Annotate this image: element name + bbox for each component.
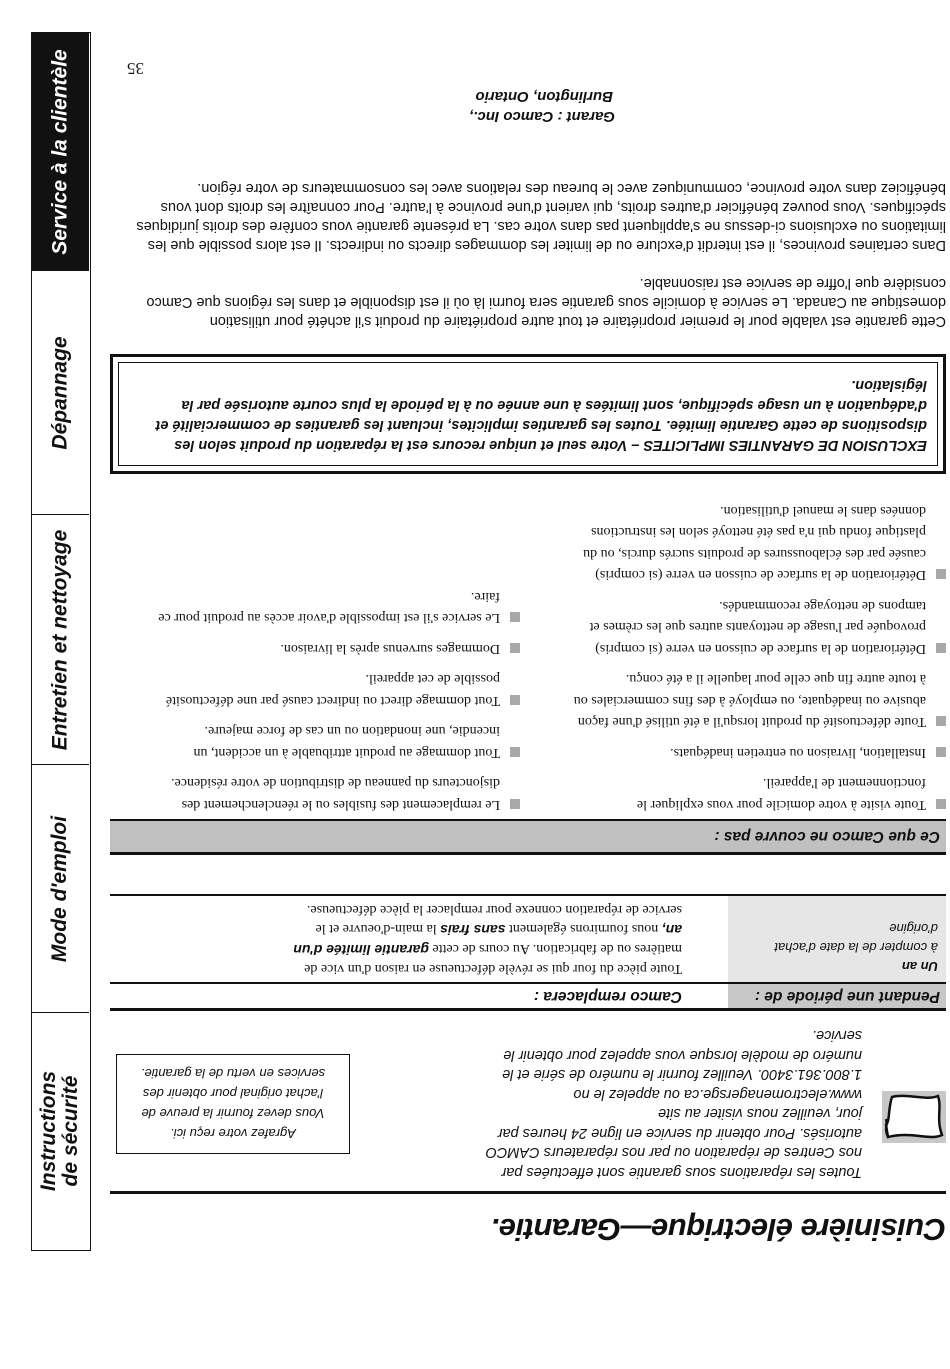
page-title: Cuisinière électrique—Garantie. [491,1212,946,1247]
coverage-period-cell [728,896,946,982]
warrantor-name: Garant : Camco Inc., [469,108,615,125]
tab-depannage[interactable] [32,271,89,515]
section-tabs [31,32,91,1251]
tab-label-line1: Instructions [37,1070,61,1192]
list-item: Le service s'il est impossible d'avoir accès au produit pour ce faire. [140,586,520,629]
page-number: 35 [127,59,144,78]
list-item: Toute défectuosité du produit lorsqu'il a été utilisé d'une façon abusive ou inadéquate, ou employé à des fins commerciales ou à toute autre fin que celle pour laquelle il a été conçu. [566,668,946,733]
not-covered-list-left [566,491,946,816]
coverage-period-detail: à compter de la date d'achat d'origine [774,921,938,955]
warrantor [469,86,615,126]
list-item: Détérioration de la surface de cuisson en verre (si compris) causée par des éclaboussures de produits sucrés durcis, ou du plastique fondu qui n'a pas été nettoyé selon les instructions données dans le manuel d'utilisation. [566,500,946,586]
tab-label: Dépannage [48,335,72,450]
not-covered-header-rule [110,819,946,821]
not-covered-list-right [140,577,520,816]
tab-mode-emploi[interactable] [32,765,89,1013]
tab-label: Entretien et nettoyage [48,529,72,750]
receipt-staple-box [116,1054,350,1154]
coverage-period-header: Pendant une période de : [728,984,946,1008]
coverage-header-rule [110,982,946,984]
tab-label-line2: de sécurité [59,1075,83,1187]
warrantor-location: Burlington, Ontario [475,88,613,105]
warranty-scope-paragraph: Cette garantie est valable pour le premier propriétaire et tout autre propriétaire du produit s'il achété pour utilisation domestique au Canada. Le service à domicile sous garantie sera fourni là où il est disponible et dans les régions que Camco considère que l'offre de service est raisonnable. [146,275,946,329]
provincial-rights-paragraph: Dans certaines provinces, il est interdit d'exclure ou de limiter les dommages directs ou indirects. Il est alors possible que les limitations ou exclusions ci-dessus ne s'appliquent pas dans votre cas. La présente garantie vous confère des droits juridiques spécifiques. Vous pouvez bénéficier d'autres droits, qui varient d'une province à l'autre. Pour connaître les droits dont vous bénéficiez dans votre province, communiquez avec le bureau des relations avec les consommateurs de votre région. [136,180,946,253]
coverage-text: Toute pièce du four qui se révèle défectueuse en raison d'un vice de matières ou de fabrication. Au cours de cette [304,941,682,976]
service-truck-icon [882,1091,946,1143]
coverage-bottom-rule [110,894,946,896]
list-item: Tout dommage au produit attribuable à un accident, un incendie, une inondation ou un cas de force majeure. [140,720,520,763]
coverage-text: la main-d'oeuvre et le service de réparation connexe pour remplacer la pièce défectueuse. [306,902,682,936]
coverage-table-top-rule [110,1008,946,1011]
tab-instructions-securite[interactable] [32,1013,89,1249]
exclusion-title: EXCLUSION DE GARANTIES IMPLICITES [643,437,927,453]
list-item: Tout dommage direct ou indirect causé par une défectuosité possible de cet appareil. [140,668,520,711]
coverage-period-main: Un an [901,959,938,974]
coverage-bold-term: sans frais [440,922,506,938]
service-intro-text: Toutes les réparations sous garantie sont effectuées par nos Centres de réparation ou par nos réparateurs CAMCO autorisés. Pour obtenir du service en ligne 24 heures par jour, veuillez nous visiter au site www.electromenagersge.ca ou appelez le no 1.800.361.3400. Veuillez fournir le numéro de série et le numéro de modèle lorsque vous appelez pour obtenir le service. [485,1027,862,1180]
coverage-replace-header: Camco remplacera : [533,988,682,1005]
coverage-bold-term: garantie limitée d'un an, [293,922,682,958]
receipt-text: Vous devez fournir la preuve de l'achat original pour obtenir des services en vertu de la garantie. [140,1066,326,1121]
list-item: Le remplacement des fusibles ou le réenclenchement des disjoncteurs du panneau de distribution de votre résidence. [140,772,520,815]
list-item: Dommages survenus après la livraison. [140,638,520,660]
tab-label: Service à la clientèle [48,48,72,255]
not-covered-top-rule [110,852,946,855]
coverage-text: nous fournirons également [505,921,662,936]
tab-entretien-nettoyage[interactable] [32,515,89,765]
warranty-page [110,30,950,1255]
tab-service-clientele[interactable] [32,33,89,271]
title-divider [110,1191,946,1194]
list-item: Détérioration de la surface de cuisson en verre (si compris) provoquée par l'usage de nettoyants autres que les crèmes et tampons de nettoyage recommandés. [566,595,946,660]
coverage-replace-cell [292,900,682,978]
list-item: Toute visite à votre domicile pour vous expliquer le fonctionnement de l'appareil. [566,772,946,815]
exclusion-text [118,362,938,466]
not-covered-header: Ce que Camco ne couvre pas : [110,821,946,852]
tab-label: Mode d'emploi [48,815,72,962]
tab-label [39,1071,83,1191]
exclusion-body: – Votre seul et unique recours est la réparation du produit selon les dispositions de cette Garantie limitée. Toutes les garanties implicites, incluant les garanties de commercialité et d'adéquation à un usage spécifique, sont limitées à une année ou à la période la plus courte autorisée par la législation. [155,377,927,453]
receipt-heading: Agrafez votre reçu ici. [170,1126,296,1141]
implied-warranty-exclusion-box [110,354,946,474]
list-item: Installation, livraison ou entretien inadéquats. [566,742,946,764]
